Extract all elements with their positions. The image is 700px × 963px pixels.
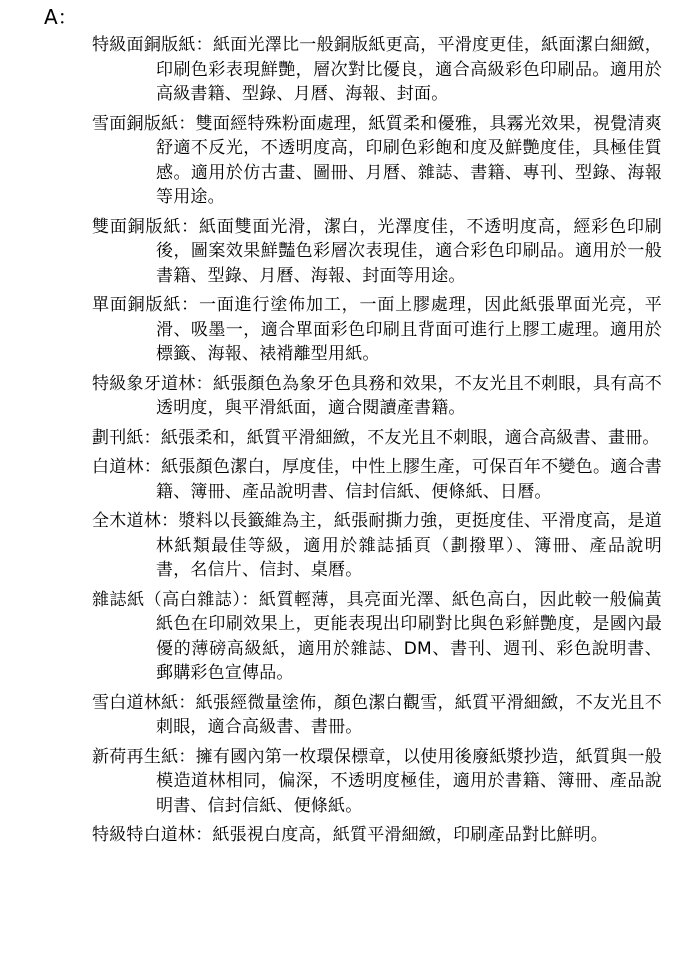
list-item <box>92 112 662 210</box>
paper-type-name: 特級特白道林： <box>92 825 213 845</box>
list-item <box>92 293 662 367</box>
paper-type-description: 紙張顏色潔白，厚度佳，中性上膠生產，可保百年不變色。適合書籍、簿冊、產品說明書、信封信紙、便條紙、日曆。 <box>156 457 662 502</box>
paper-type-description: 雙面經特殊粉面處理，紙質柔和優雅，具霧光效果，視覺清爽舒適不反光，不透明度高，印刷色彩飽和度及鮮艷度佳，具極佳質感。適用於仿古畫、圖冊、月曆、雜誌、書籍、專刊、型錄、海報等用途。 <box>156 113 662 207</box>
section-label: A： <box>44 5 78 29</box>
paper-type-name: 劃刊紙： <box>92 427 161 448</box>
paper-type-name: 特級象牙道林： <box>92 373 213 394</box>
paper-type-name: 全木道林： <box>92 511 179 531</box>
paper-type-description: 擁有國內第一枚環保標章，以使用後廢紙漿抄造，紙質與一般模造道林相同，偏深，不透明度極佳，適用於書籍、簿冊、產品說明書、信封信紙、便條紙。 <box>156 746 662 816</box>
list-item <box>92 588 662 686</box>
list-item <box>92 372 662 421</box>
paper-type-name: 白道林： <box>92 457 162 477</box>
list-item <box>92 509 662 583</box>
paper-type-name: 雙面銅版紙： <box>92 216 199 237</box>
paper-type-name: 特級面銅版紙： <box>92 35 213 55</box>
paper-type-description: 紙張經微量塗佈，顏色潔白觀雪，紙質平滑細緻，不友光且不刺眼，適合高級書、書冊。 <box>156 692 662 737</box>
paper-type-description: 漿料以長籤維為主，紙張耐撕力強，更挺度佳、平滑度高，是道林紙類最佳等級，適用於雜誌插頁（劃撥單）、簿冊、產品說明書，名信片、信封、桌曆。 <box>156 511 662 580</box>
list-item <box>92 823 662 848</box>
paper-type-list <box>92 33 662 853</box>
list-item <box>92 33 662 107</box>
list-item <box>92 426 662 451</box>
paper-type-description: 紙張視白度高，紙質平滑細緻，印刷產品對比鮮明。 <box>212 825 609 845</box>
paper-type-name: 雜誌紙（高白雜誌）： <box>92 589 259 610</box>
paper-type-description: 紙質輕薄，具亮面光澤、紙色高白，因此較一般偏黃紙色在印刷效果上，更能表現出印刷對比與色彩鮮艷度，是國內最優的薄磅高級紙，適用於雜誌、DM、書刊、週刊、彩色說明書、郵購彩色宣傳品。 <box>156 589 662 683</box>
paper-type-description: 紙張顏色為象牙色具務和效果，不友光且不刺眼，具有高不透明度，與平滑紙面，適合閱讀產書籍。 <box>156 373 663 418</box>
paper-type-description: 紙面雙面光滑，潔白，光澤度佳，不透明度高，經彩色印刷後，圖案效果鮮豔色彩層次表現佳，適合彩色印刷品。適用於一般書籍、型錄、月曆、海報、封面等用途。 <box>156 216 663 286</box>
list-item <box>92 745 662 819</box>
list-item <box>92 215 662 289</box>
paper-type-name: 新荷再生紙： <box>92 746 196 767</box>
paper-type-name: 雪面銅版紙： <box>92 113 196 134</box>
paper-type-description: 紙張柔和，紙質平滑細緻，不友光且不刺眼，適合高級書、畫冊。 <box>160 427 660 448</box>
paper-type-name: 單面銅版紙： <box>92 295 199 315</box>
paper-type-name: 雪白道林紙： <box>92 692 196 713</box>
list-item <box>92 455 662 504</box>
paper-type-description: 一面進行塗佈加工，一面上膠處理，因此紙張單面光亮，平滑、吸墨一，適合單面彩色印刷且背面可進行上膠工處理。適用於標籤、海報、裱褙離型用紙。 <box>156 295 663 364</box>
paper-type-description: 紙面光澤比一般銅版紙更高，平滑度更佳，紙面潔白細緻，印刷色彩表現鮮艷，層次對比優良，適合高級彩色印刷品。適用於高級書籍、型錄、月曆、海報、封面。 <box>156 35 663 104</box>
list-item <box>92 691 662 740</box>
